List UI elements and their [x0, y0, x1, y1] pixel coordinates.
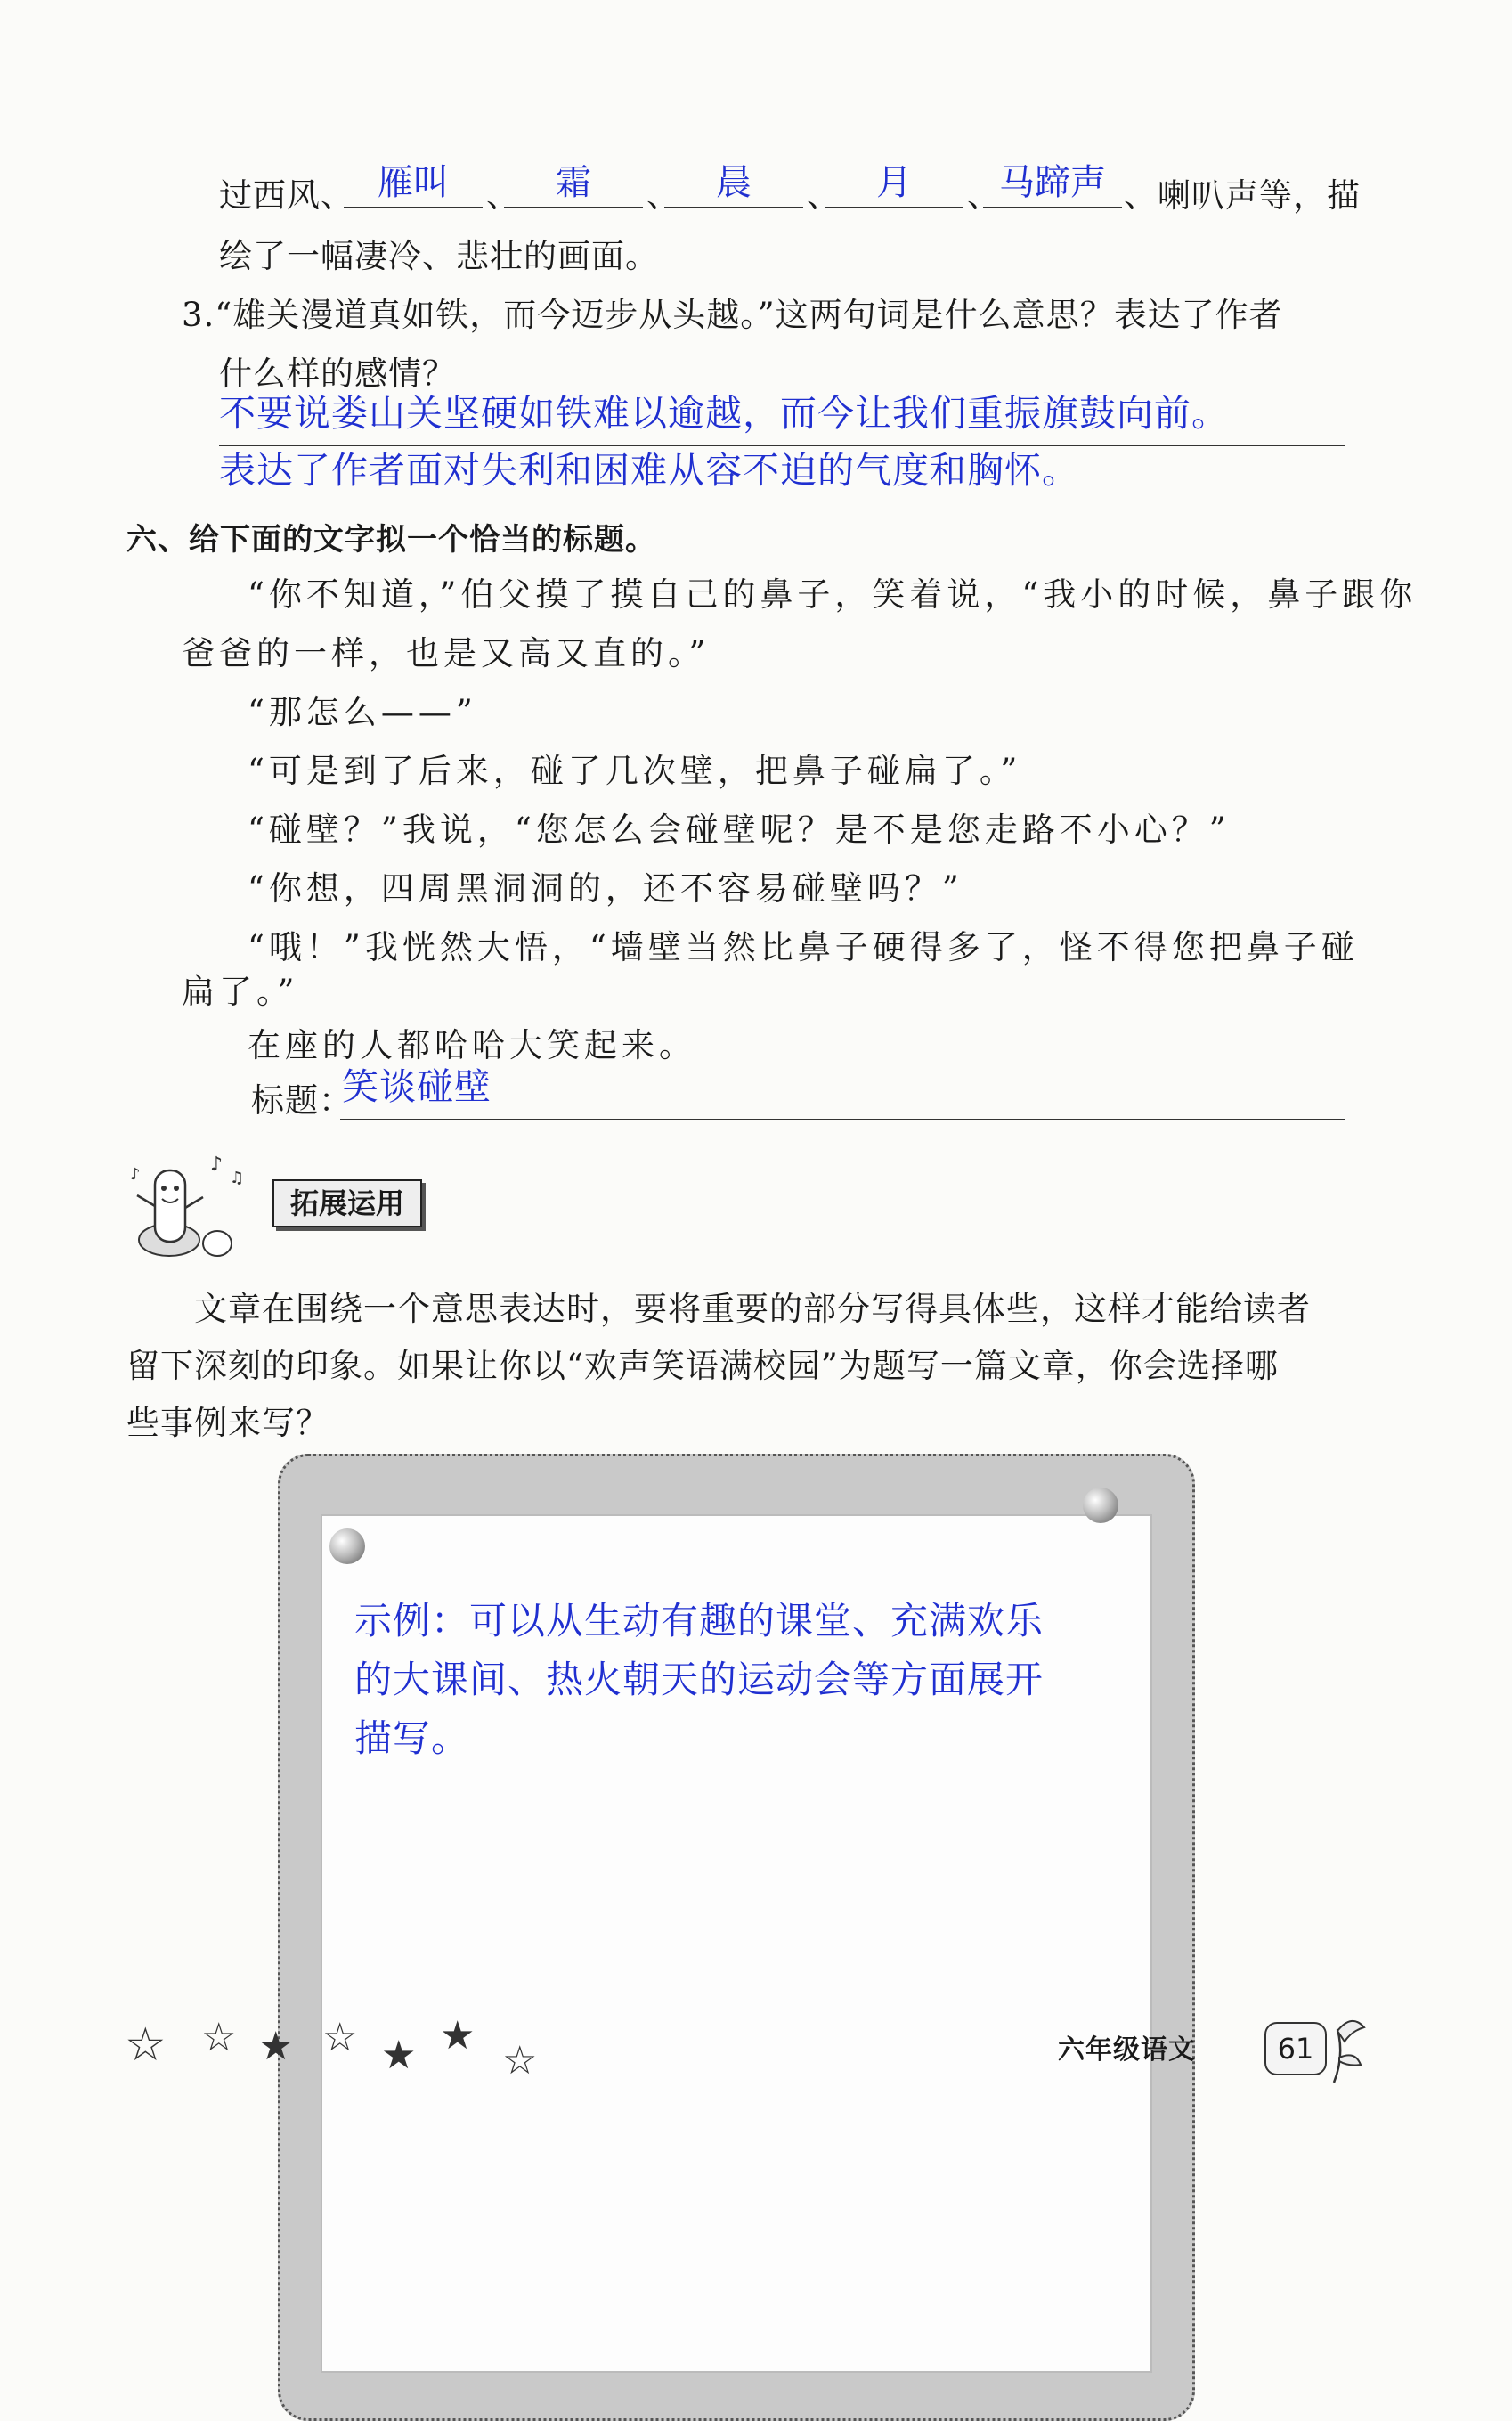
star-icon-2: ☆	[201, 2015, 237, 2060]
pin-icon-right	[1083, 1488, 1118, 1523]
passage-line-8: 扁了。”	[182, 973, 299, 1011]
star-icon-6: ★	[440, 2013, 476, 2058]
svg-text:♪: ♪	[130, 1165, 141, 1184]
answer-blank-3[interactable]: 晨	[664, 160, 803, 208]
title-label: 标题：	[251, 1081, 353, 1120]
q3-question-line2: 什么样的感情？	[219, 355, 456, 393]
passage-line-7: “哦！”我恍然大悟，“墙壁当然比鼻子硬得多了，怪不得您把鼻子碰	[248, 928, 1359, 966]
passage-line-3: “那怎么——”	[248, 693, 477, 731]
passage-line-1: “你不知道，”伯父摸了摸自己的鼻子，笑着说，“我小的时候，鼻子跟你	[248, 575, 1418, 614]
answer-blank-4[interactable]: 月	[825, 160, 963, 208]
passage-line-9: 在座的人都哈哈大笑起来。	[248, 1026, 696, 1064]
passage-line-2: 爸爸的一样，也是又高又直的。”	[182, 634, 711, 672]
star-icon-3: ★	[258, 2024, 294, 2069]
page-number: 61	[1264, 2022, 1327, 2075]
extension-line-2: 留下深刻的印象。如果让你以“欢声笑语满校园”为题写一篇文章，你会选择哪	[126, 1347, 1279, 1385]
star-icon-1: ☆	[125, 2018, 167, 2072]
extension-line-1: 文章在围绕一个意思表达时，要将重要的部分写得具体些，这样才能给读者	[194, 1290, 1311, 1328]
q3-question-line1: 3.“雄关漫道真如铁，而今迈步从头越。”这两句词是什么意思？表达了作者	[182, 296, 1283, 334]
pin-icon-left	[329, 1528, 365, 1564]
q2-suffix: 、喇叭声等，描	[1124, 176, 1361, 215]
extension-tag: 拓展运用	[272, 1179, 422, 1227]
star-icon-4: ☆	[322, 2015, 358, 2060]
svg-text:♪: ♪	[210, 1153, 224, 1176]
q2-sep-4: 、	[967, 176, 1001, 215]
q2-prefix: 过西风、	[219, 176, 354, 215]
answer-blank-1[interactable]: 雁叫	[344, 160, 483, 208]
svg-text:♫: ♫	[230, 1169, 245, 1187]
answer-blank-2[interactable]: 霜	[504, 160, 643, 208]
extension-line-3: 些事例来写？	[126, 1404, 329, 1442]
q2-sep-2: 、	[646, 176, 680, 215]
section-6-heading: 六、给下面的文字拟一个恰当的标题。	[126, 522, 656, 558]
passage-line-6: “你想，四周黑洞洞的，还不容易碰壁吗？”	[248, 869, 963, 908]
answer-line-3: 描写。	[354, 1716, 470, 1760]
passage-line-5: “碰壁？”我说，“您怎么会碰壁呢？是不是您走路不小心？”	[248, 811, 1231, 849]
flower-icon	[1325, 2011, 1370, 2086]
star-icon-5: ★	[381, 2033, 417, 2078]
star-icon-7: ☆	[502, 2038, 538, 2083]
book-title: 六年级语文	[1058, 2034, 1196, 2066]
answer-blank-5[interactable]: 马蹄声	[983, 160, 1122, 208]
passage-line-4: “可是到了后来，碰了几次壁，把鼻子碰扁了。”	[248, 752, 1022, 790]
q2-line2: 绘了一幅凄冷、悲壮的画面。	[219, 237, 659, 275]
title-answer: 笑谈碰壁	[342, 1065, 492, 1108]
q2-sep-1: 、	[486, 176, 520, 215]
q3-answer-line2: 表达了作者面对失利和困难从容不迫的气度和胸怀。	[219, 449, 1079, 492]
cactus-musician-icon	[125, 1144, 258, 1268]
answer-line-2: 的大课间、热火朝天的运动会等方面展开	[354, 1658, 1045, 1701]
q2-sep-3: 、	[807, 176, 841, 215]
answer-underline-1	[219, 445, 1345, 446]
title-underline[interactable]	[340, 1119, 1345, 1120]
answer-line-1: 示例：可以从生动有趣的课堂、充满欢乐	[354, 1599, 1045, 1643]
q3-answer-line1: 不要说娄山关坚硬如铁难以逾越，而今让我们重振旗鼓向前。	[219, 392, 1229, 435]
